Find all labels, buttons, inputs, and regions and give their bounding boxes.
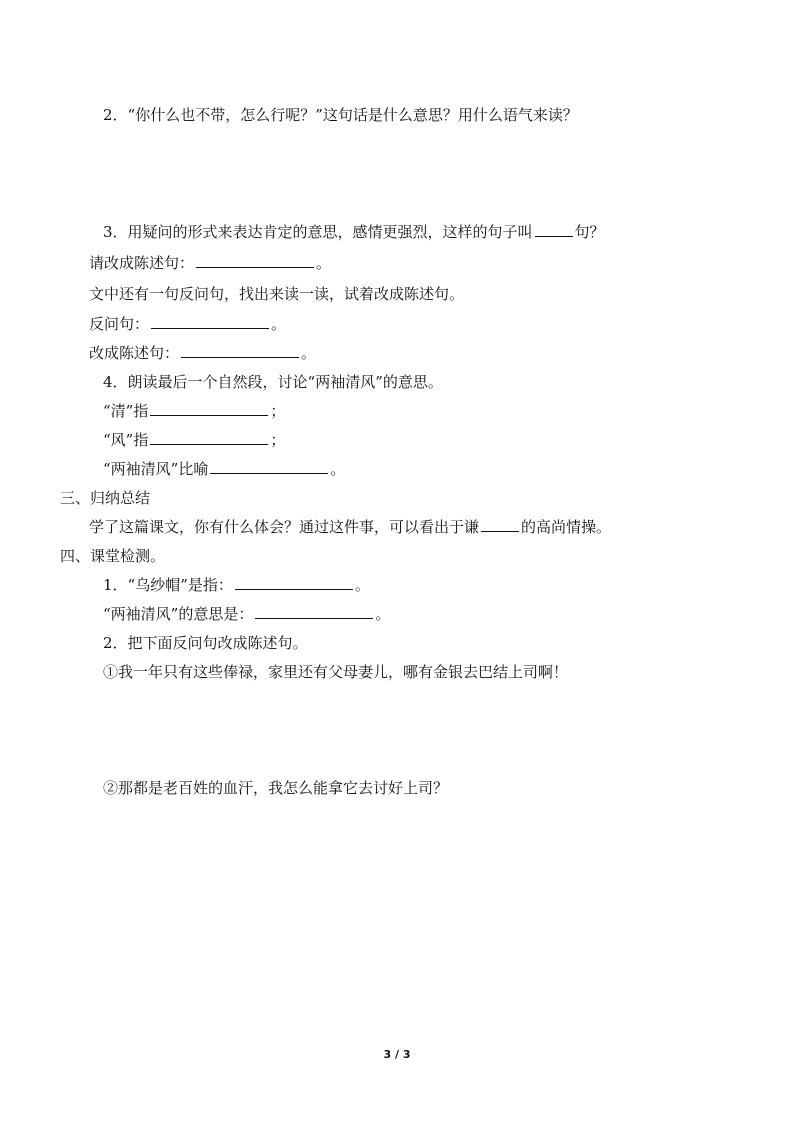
check-item-1 [103, 575, 370, 595]
answer-blank[interactable] [196, 253, 314, 268]
answer-blank[interactable] [210, 459, 328, 474]
declarative-end: 。 [301, 344, 317, 362]
item-1b-label: “两袖清风”的意思是： [103, 605, 254, 623]
qing-meaning-line [103, 401, 285, 421]
answer-blank[interactable] [535, 222, 573, 237]
metaphor-label: “两袖清风”比喻 [103, 460, 209, 478]
question-3-prompt-end: 句？ [574, 223, 605, 241]
question-2: 2．“你什么也不带，怎么行呢？”这句话是什么意思？用什么语气来读？ [103, 106, 578, 124]
answer-blank[interactable] [255, 604, 373, 619]
rhetorical-sentence-2: ②那都是老百姓的血汗，我怎么能拿它去讨好上司？ [103, 779, 449, 797]
answer-blank[interactable] [151, 314, 269, 329]
item-1-label: 1．“乌纱帽”是指： [103, 576, 233, 594]
answer-blank[interactable] [481, 517, 519, 532]
check-item-1b [103, 604, 390, 624]
check-item-2: 2．把下面反问句改成陈述句。 [103, 634, 308, 652]
metaphor-end: 。 [330, 460, 346, 478]
answer-blank[interactable] [150, 401, 268, 416]
qing-end: ； [270, 402, 286, 420]
feng-label: “风”指 [103, 431, 149, 449]
rhetorical-end: 。 [271, 315, 287, 333]
item-1-end: 。 [354, 576, 370, 594]
summary-text: 学了这篇课文，你有什么体会？通过这件事，可以看出于谦 [89, 518, 480, 536]
declarative-label: 改成陈述句： [89, 344, 180, 362]
rhetorical-question-line [89, 314, 286, 334]
summary-end: 的高尚情操。 [521, 518, 612, 536]
section-4-heading: 四、课堂检测。 [60, 547, 166, 565]
rhetorical-label: 反问句： [89, 315, 150, 333]
question-3-prompt-text: 3．用疑问的形式来表达肯定的意思，感情更强烈，这样的句子叫 [103, 223, 533, 241]
answer-blank[interactable] [235, 575, 353, 590]
question-4-prompt: 4．朗读最后一个自然段，讨论“两袖清风”的意思。 [103, 373, 443, 391]
section-3-summary [89, 517, 611, 537]
feng-end: ； [270, 431, 286, 449]
metaphor-line [103, 459, 345, 479]
page-number: 3 / 3 [383, 1048, 411, 1061]
section-3-heading: 三、归纳总结 [60, 489, 151, 507]
item-1b-end: 。 [375, 605, 391, 623]
question-3-prompt [103, 222, 605, 242]
declarative-line [89, 343, 316, 363]
rewrite-label: 请改成陈述句： [89, 254, 195, 272]
rewrite-end: 。 [316, 254, 332, 272]
rewrite-declarative-line [89, 253, 331, 273]
feng-meaning-line [103, 430, 285, 450]
rhetorical-sentence-1: ①我一年只有这些俸禄，家里还有父母妻儿，哪有金银去巴结上司啊！ [103, 663, 569, 681]
find-rhetorical-instruction: 文中还有一句反问句，找出来读一读，试着改成陈述句。 [89, 285, 465, 303]
answer-blank[interactable] [181, 343, 299, 358]
qing-label: “清”指 [103, 402, 149, 420]
answer-blank[interactable] [150, 430, 268, 445]
